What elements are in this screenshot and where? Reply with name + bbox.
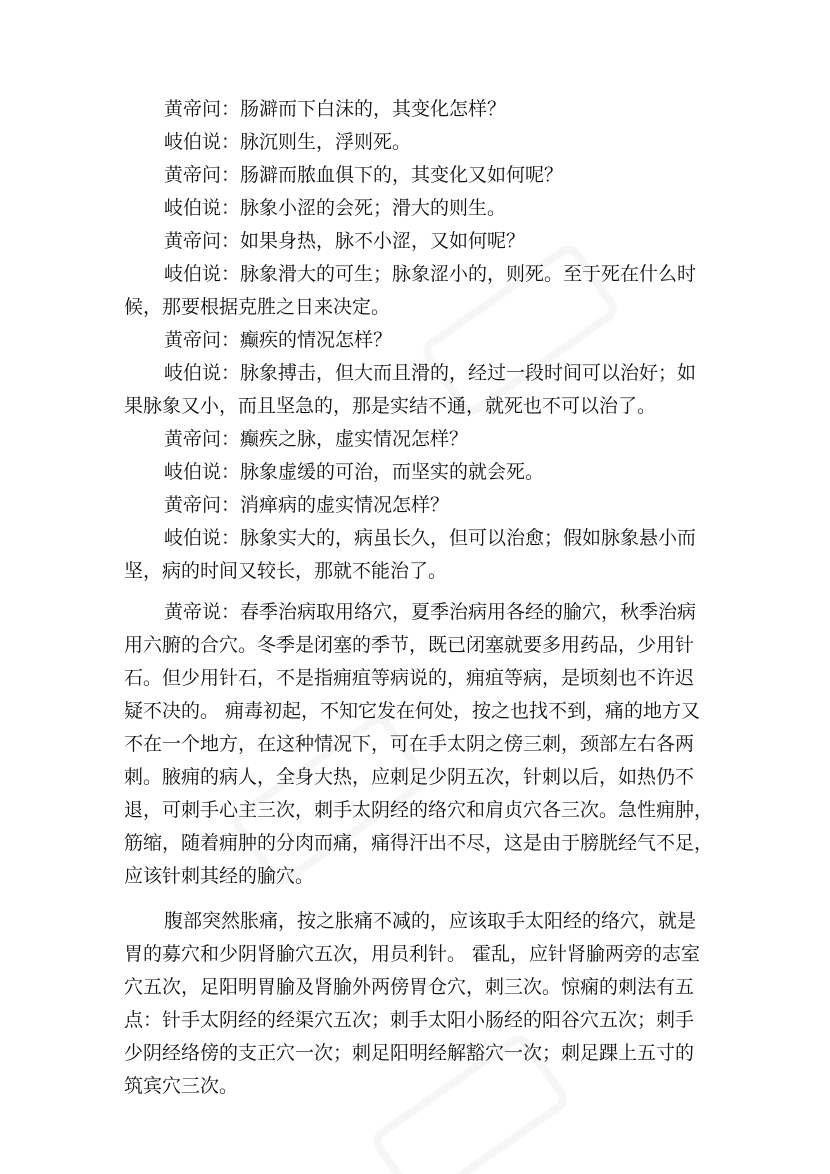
text-line: 穴五次，足阳明胃腧及肾腧外两傍胃仓穴，刺三次。惊痫的刺法有五: [124, 976, 695, 998]
text-line: 黄帝问：消瘅病的虚实情况怎样？: [164, 494, 450, 516]
text-line: 岐伯说：脉象虚缓的可治，而坚实的就会死。: [164, 461, 545, 483]
text-line: 腹部突然胀痛，按之胀痛不减的，应该取手太阳经的络穴，就是: [164, 910, 697, 932]
text-line: 候，那要根据克胜之日来决定。: [124, 296, 391, 318]
text-line: 筑宾穴三次。: [124, 1075, 239, 1097]
text-line: 坚，病的时间又较长，那就不能治了。: [124, 560, 448, 582]
text-line: 岐伯说：脉象小涩的会死；滑大的则生。: [164, 197, 507, 219]
text-line: 石。但少用针石，不是指痈疽等病说的，痈疽等病，是顷刻也不许迟: [124, 667, 695, 689]
text-line: 胃的募穴和少阴肾腧穴五次，用员利针。 霍乱，应针肾腧两旁的志室: [124, 943, 701, 965]
text-line: 黄帝问：肠澼而下白沫的，其变化怎样？: [164, 98, 507, 120]
text-line: 少阴经络傍的支正穴一次；刺足阳明经解豁穴一次；刺足踝上五寸的: [124, 1042, 695, 1064]
text-line: 岐伯说：脉象搏击，但大而且滑的，经过一段时间可以治好；如: [164, 362, 697, 384]
text-line: 退，可刺手心主三次，刺手太阴经的络穴和肩贞穴各三次。急性痈肿，: [124, 799, 714, 821]
text-line: 刺。腋痈的病人，全身大热，应刺足少阴五次，针刺以后，如热仍不: [124, 766, 695, 788]
text-line: 黄帝问：肠澼而脓血俱下的，其变化又如何呢？: [164, 164, 564, 186]
text-line: 疑不决的。 痈毒初起，不知它发在何处，按之也找不到，痛的地方又: [124, 700, 701, 722]
text-line: 黄帝问：癫疾之脉，虚实情况怎样？: [164, 428, 469, 450]
text-line: 黄帝问：如果身热，脉不小涩，又如何呢？: [164, 230, 526, 252]
text-line: 黄帝问：癫疾的情况怎样？: [164, 329, 393, 351]
text-line: 黄帝说：春季治病取用络穴，夏季治病用各经的腧穴，秋季治病: [164, 601, 697, 623]
text-line: 不在一个地方，在这种情况下，可在手太阴之傍三刺，颈部左右各两: [124, 733, 695, 755]
text-line: 点：针手太阴经的经渠穴五次；刺手太阳小肠经的阳谷穴五次；刺手: [124, 1009, 695, 1031]
text-line: 果脉象又小，而且坚急的，那是实结不通，就死也不可以治了。: [124, 395, 657, 417]
document-body: [124, 96, 714, 1106]
text-line: 筋缩，随着痈肿的分肉而痛，痛得汗出不尽，这是由于膀胱经气不足，: [124, 832, 714, 854]
text-line: 岐伯说：脉象滑大的可生；脉象涩小的，则死。至于死在什么时: [164, 263, 697, 285]
text-line: 用六腑的合穴。冬季是闭塞的季节，既已闭塞就要多用药品，少用针: [124, 634, 695, 656]
text-line: 岐伯说：脉沉则生，浮则死。: [164, 131, 412, 153]
text-line: 应该针刺其经的腧穴。: [124, 865, 315, 887]
text-line: 岐伯说：脉象实大的，病虽长久，但可以治愈；假如脉象悬小而: [164, 527, 697, 549]
